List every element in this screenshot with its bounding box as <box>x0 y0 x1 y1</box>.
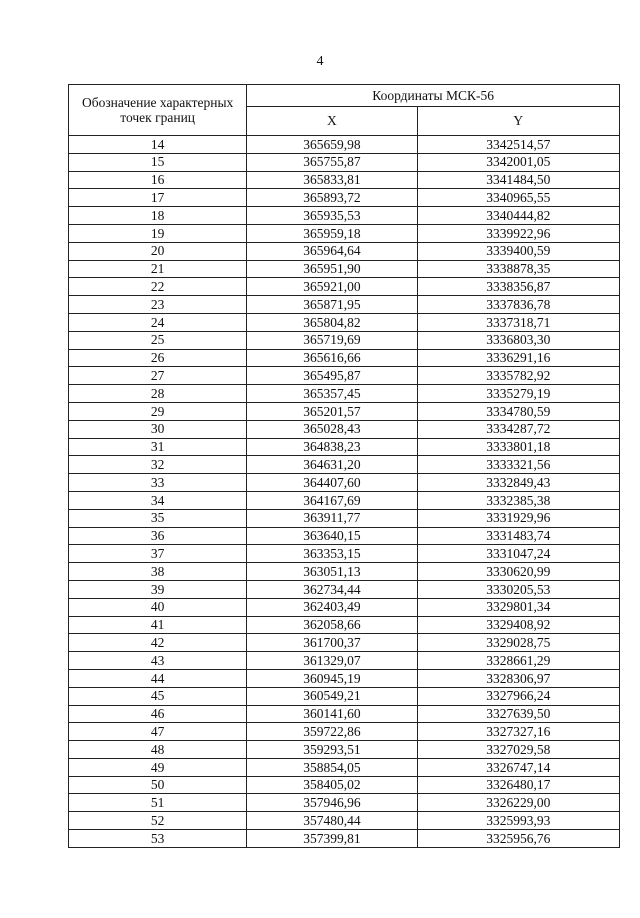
y-coordinate-cell: 3328306,97 <box>417 669 619 687</box>
point-cell: 26 <box>69 349 247 367</box>
x-coordinate-cell: 361329,07 <box>247 652 417 670</box>
table-row <box>69 687 620 705</box>
point-cell: 24 <box>69 313 247 331</box>
table-row <box>69 527 620 545</box>
x-coordinate-cell: 362403,49 <box>247 598 417 616</box>
point-cell: 32 <box>69 456 247 474</box>
y-coordinate-cell: 3329408,92 <box>417 616 619 634</box>
x-coordinate-cell: 363353,15 <box>247 545 417 563</box>
table-row <box>69 634 620 652</box>
point-cell: 34 <box>69 491 247 509</box>
point-cell: 40 <box>69 598 247 616</box>
x-coordinate-cell: 365495,87 <box>247 367 417 385</box>
y-coordinate-cell: 3340444,82 <box>417 207 619 225</box>
y-coordinate-cell: 3335782,92 <box>417 367 619 385</box>
x-coordinate-cell: 364838,23 <box>247 438 417 456</box>
y-coordinate-cell: 3337318,71 <box>417 313 619 331</box>
point-cell: 45 <box>69 687 247 705</box>
table-row <box>69 278 620 296</box>
y-coordinate-cell: 3325993,93 <box>417 812 619 830</box>
table-row <box>69 776 620 794</box>
y-coordinate-cell: 3337836,78 <box>417 296 619 314</box>
table-row <box>69 812 620 830</box>
x-coordinate-cell: 365893,72 <box>247 189 417 207</box>
table-row <box>69 563 620 581</box>
point-cell: 35 <box>69 509 247 527</box>
y-coordinate-cell: 3334287,72 <box>417 420 619 438</box>
point-designation-header: Обозначение характерных точек границ <box>69 85 247 136</box>
table-row <box>69 136 620 154</box>
table-row <box>69 705 620 723</box>
y-coordinate-cell: 3328661,29 <box>417 652 619 670</box>
y-coordinate-cell: 3332849,43 <box>417 474 619 492</box>
point-cell: 38 <box>69 563 247 581</box>
table-row <box>69 652 620 670</box>
y-coordinate-cell: 3331483,74 <box>417 527 619 545</box>
point-cell: 52 <box>69 812 247 830</box>
page-number: 4 <box>316 54 324 69</box>
table-row <box>69 260 620 278</box>
point-cell: 14 <box>69 136 247 154</box>
table-row <box>69 580 620 598</box>
table-row <box>69 830 620 848</box>
table-row <box>69 153 620 171</box>
y-coordinate-cell: 3326480,17 <box>417 776 619 794</box>
x-coordinate-cell: 365659,98 <box>247 136 417 154</box>
x-coordinate-cell: 365028,43 <box>247 420 417 438</box>
x-coordinate-cell: 364167,69 <box>247 491 417 509</box>
point-cell: 21 <box>69 260 247 278</box>
coordinates-table <box>68 84 620 848</box>
x-coordinate-cell: 365921,00 <box>247 278 417 296</box>
x-coordinate-cell: 360549,21 <box>247 687 417 705</box>
table-row <box>69 171 620 189</box>
x-coordinate-cell: 365719,69 <box>247 331 417 349</box>
y-coordinate-cell: 3327966,24 <box>417 687 619 705</box>
table-body <box>69 136 620 848</box>
table-row <box>69 189 620 207</box>
table-row <box>69 313 620 331</box>
table-row <box>69 491 620 509</box>
y-coordinate-cell: 3327029,58 <box>417 741 619 759</box>
table-row <box>69 296 620 314</box>
point-cell: 19 <box>69 224 247 242</box>
y-column-header: Y <box>417 107 619 136</box>
point-cell: 43 <box>69 652 247 670</box>
point-cell: 36 <box>69 527 247 545</box>
point-cell: 42 <box>69 634 247 652</box>
x-coordinate-cell: 362734,44 <box>247 580 417 598</box>
y-coordinate-cell: 3331047,24 <box>417 545 619 563</box>
y-coordinate-cell: 3335279,19 <box>417 385 619 403</box>
table-row <box>69 207 620 225</box>
y-coordinate-cell: 3333321,56 <box>417 456 619 474</box>
point-cell: 51 <box>69 794 247 812</box>
table-row <box>69 794 620 812</box>
point-cell: 48 <box>69 741 247 759</box>
table-row <box>69 331 620 349</box>
x-coordinate-cell: 365833,81 <box>247 171 417 189</box>
table-row <box>69 349 620 367</box>
x-column-header: X <box>247 107 417 136</box>
x-coordinate-cell: 365951,90 <box>247 260 417 278</box>
x-coordinate-cell: 360141,60 <box>247 705 417 723</box>
x-coordinate-cell: 357480,44 <box>247 812 417 830</box>
y-coordinate-cell: 3326229,00 <box>417 794 619 812</box>
y-coordinate-cell: 3325956,76 <box>417 830 619 848</box>
table-row <box>69 438 620 456</box>
point-cell: 49 <box>69 758 247 776</box>
y-coordinate-cell: 3326747,14 <box>417 758 619 776</box>
x-coordinate-cell: 360945,19 <box>247 669 417 687</box>
y-coordinate-cell: 3336291,16 <box>417 349 619 367</box>
point-cell: 33 <box>69 474 247 492</box>
table-row <box>69 616 620 634</box>
table-row <box>69 224 620 242</box>
x-coordinate-cell: 363640,15 <box>247 527 417 545</box>
x-coordinate-cell: 362058,66 <box>247 616 417 634</box>
y-coordinate-cell: 3342001,05 <box>417 153 619 171</box>
y-coordinate-cell: 3342514,57 <box>417 136 619 154</box>
point-cell: 25 <box>69 331 247 349</box>
table-row <box>69 420 620 438</box>
point-cell: 18 <box>69 207 247 225</box>
point-cell: 28 <box>69 385 247 403</box>
point-cell: 31 <box>69 438 247 456</box>
table-row <box>69 545 620 563</box>
y-coordinate-cell: 3334780,59 <box>417 402 619 420</box>
point-cell: 29 <box>69 402 247 420</box>
table-row <box>69 367 620 385</box>
x-coordinate-cell: 357946,96 <box>247 794 417 812</box>
x-coordinate-cell: 357399,81 <box>247 830 417 848</box>
table-row <box>69 758 620 776</box>
x-coordinate-cell: 365755,87 <box>247 153 417 171</box>
point-cell: 22 <box>69 278 247 296</box>
x-coordinate-cell: 365964,64 <box>247 242 417 260</box>
y-coordinate-cell: 3340965,55 <box>417 189 619 207</box>
point-cell: 41 <box>69 616 247 634</box>
table-row <box>69 723 620 741</box>
y-coordinate-cell: 3338356,87 <box>417 278 619 296</box>
point-cell: 47 <box>69 723 247 741</box>
x-coordinate-cell: 365959,18 <box>247 224 417 242</box>
table-row <box>69 509 620 527</box>
table-row <box>69 385 620 403</box>
x-coordinate-cell: 365804,82 <box>247 313 417 331</box>
y-coordinate-cell: 3333801,18 <box>417 438 619 456</box>
point-cell: 44 <box>69 669 247 687</box>
y-coordinate-cell: 3330620,99 <box>417 563 619 581</box>
point-cell: 37 <box>69 545 247 563</box>
x-coordinate-cell: 359293,51 <box>247 741 417 759</box>
point-cell: 39 <box>69 580 247 598</box>
x-coordinate-cell: 365871,95 <box>247 296 417 314</box>
table-row <box>69 456 620 474</box>
table-row <box>69 669 620 687</box>
point-cell: 23 <box>69 296 247 314</box>
x-coordinate-cell: 364631,20 <box>247 456 417 474</box>
x-coordinate-cell: 363911,77 <box>247 509 417 527</box>
x-coordinate-cell: 365935,53 <box>247 207 417 225</box>
y-coordinate-cell: 3329801,34 <box>417 598 619 616</box>
x-coordinate-cell: 359722,86 <box>247 723 417 741</box>
y-coordinate-cell: 3338878,35 <box>417 260 619 278</box>
point-cell: 30 <box>69 420 247 438</box>
x-coordinate-cell: 364407,60 <box>247 474 417 492</box>
y-coordinate-cell: 3341484,50 <box>417 171 619 189</box>
coordinates-group-header: Координаты МСК-56 <box>247 85 620 107</box>
point-cell: 53 <box>69 830 247 848</box>
y-coordinate-cell: 3336803,30 <box>417 331 619 349</box>
y-coordinate-cell: 3331929,96 <box>417 509 619 527</box>
point-cell: 17 <box>69 189 247 207</box>
point-cell: 20 <box>69 242 247 260</box>
point-cell: 46 <box>69 705 247 723</box>
point-cell: 50 <box>69 776 247 794</box>
table-row <box>69 474 620 492</box>
point-cell: 15 <box>69 153 247 171</box>
y-coordinate-cell: 3327639,50 <box>417 705 619 723</box>
x-coordinate-cell: 363051,13 <box>247 563 417 581</box>
y-coordinate-cell: 3329028,75 <box>417 634 619 652</box>
table-row <box>69 741 620 759</box>
x-coordinate-cell: 358854,05 <box>247 758 417 776</box>
x-coordinate-cell: 361700,37 <box>247 634 417 652</box>
table-row <box>69 242 620 260</box>
y-coordinate-cell: 3332385,38 <box>417 491 619 509</box>
y-coordinate-cell: 3339922,96 <box>417 224 619 242</box>
y-coordinate-cell: 3330205,53 <box>417 580 619 598</box>
point-cell: 27 <box>69 367 247 385</box>
point-cell: 16 <box>69 171 247 189</box>
x-coordinate-cell: 365201,57 <box>247 402 417 420</box>
table-row <box>69 598 620 616</box>
y-coordinate-cell: 3327327,16 <box>417 723 619 741</box>
x-coordinate-cell: 365357,45 <box>247 385 417 403</box>
y-coordinate-cell: 3339400,59 <box>417 242 619 260</box>
x-coordinate-cell: 358405,02 <box>247 776 417 794</box>
table-row <box>69 402 620 420</box>
x-coordinate-cell: 365616,66 <box>247 349 417 367</box>
